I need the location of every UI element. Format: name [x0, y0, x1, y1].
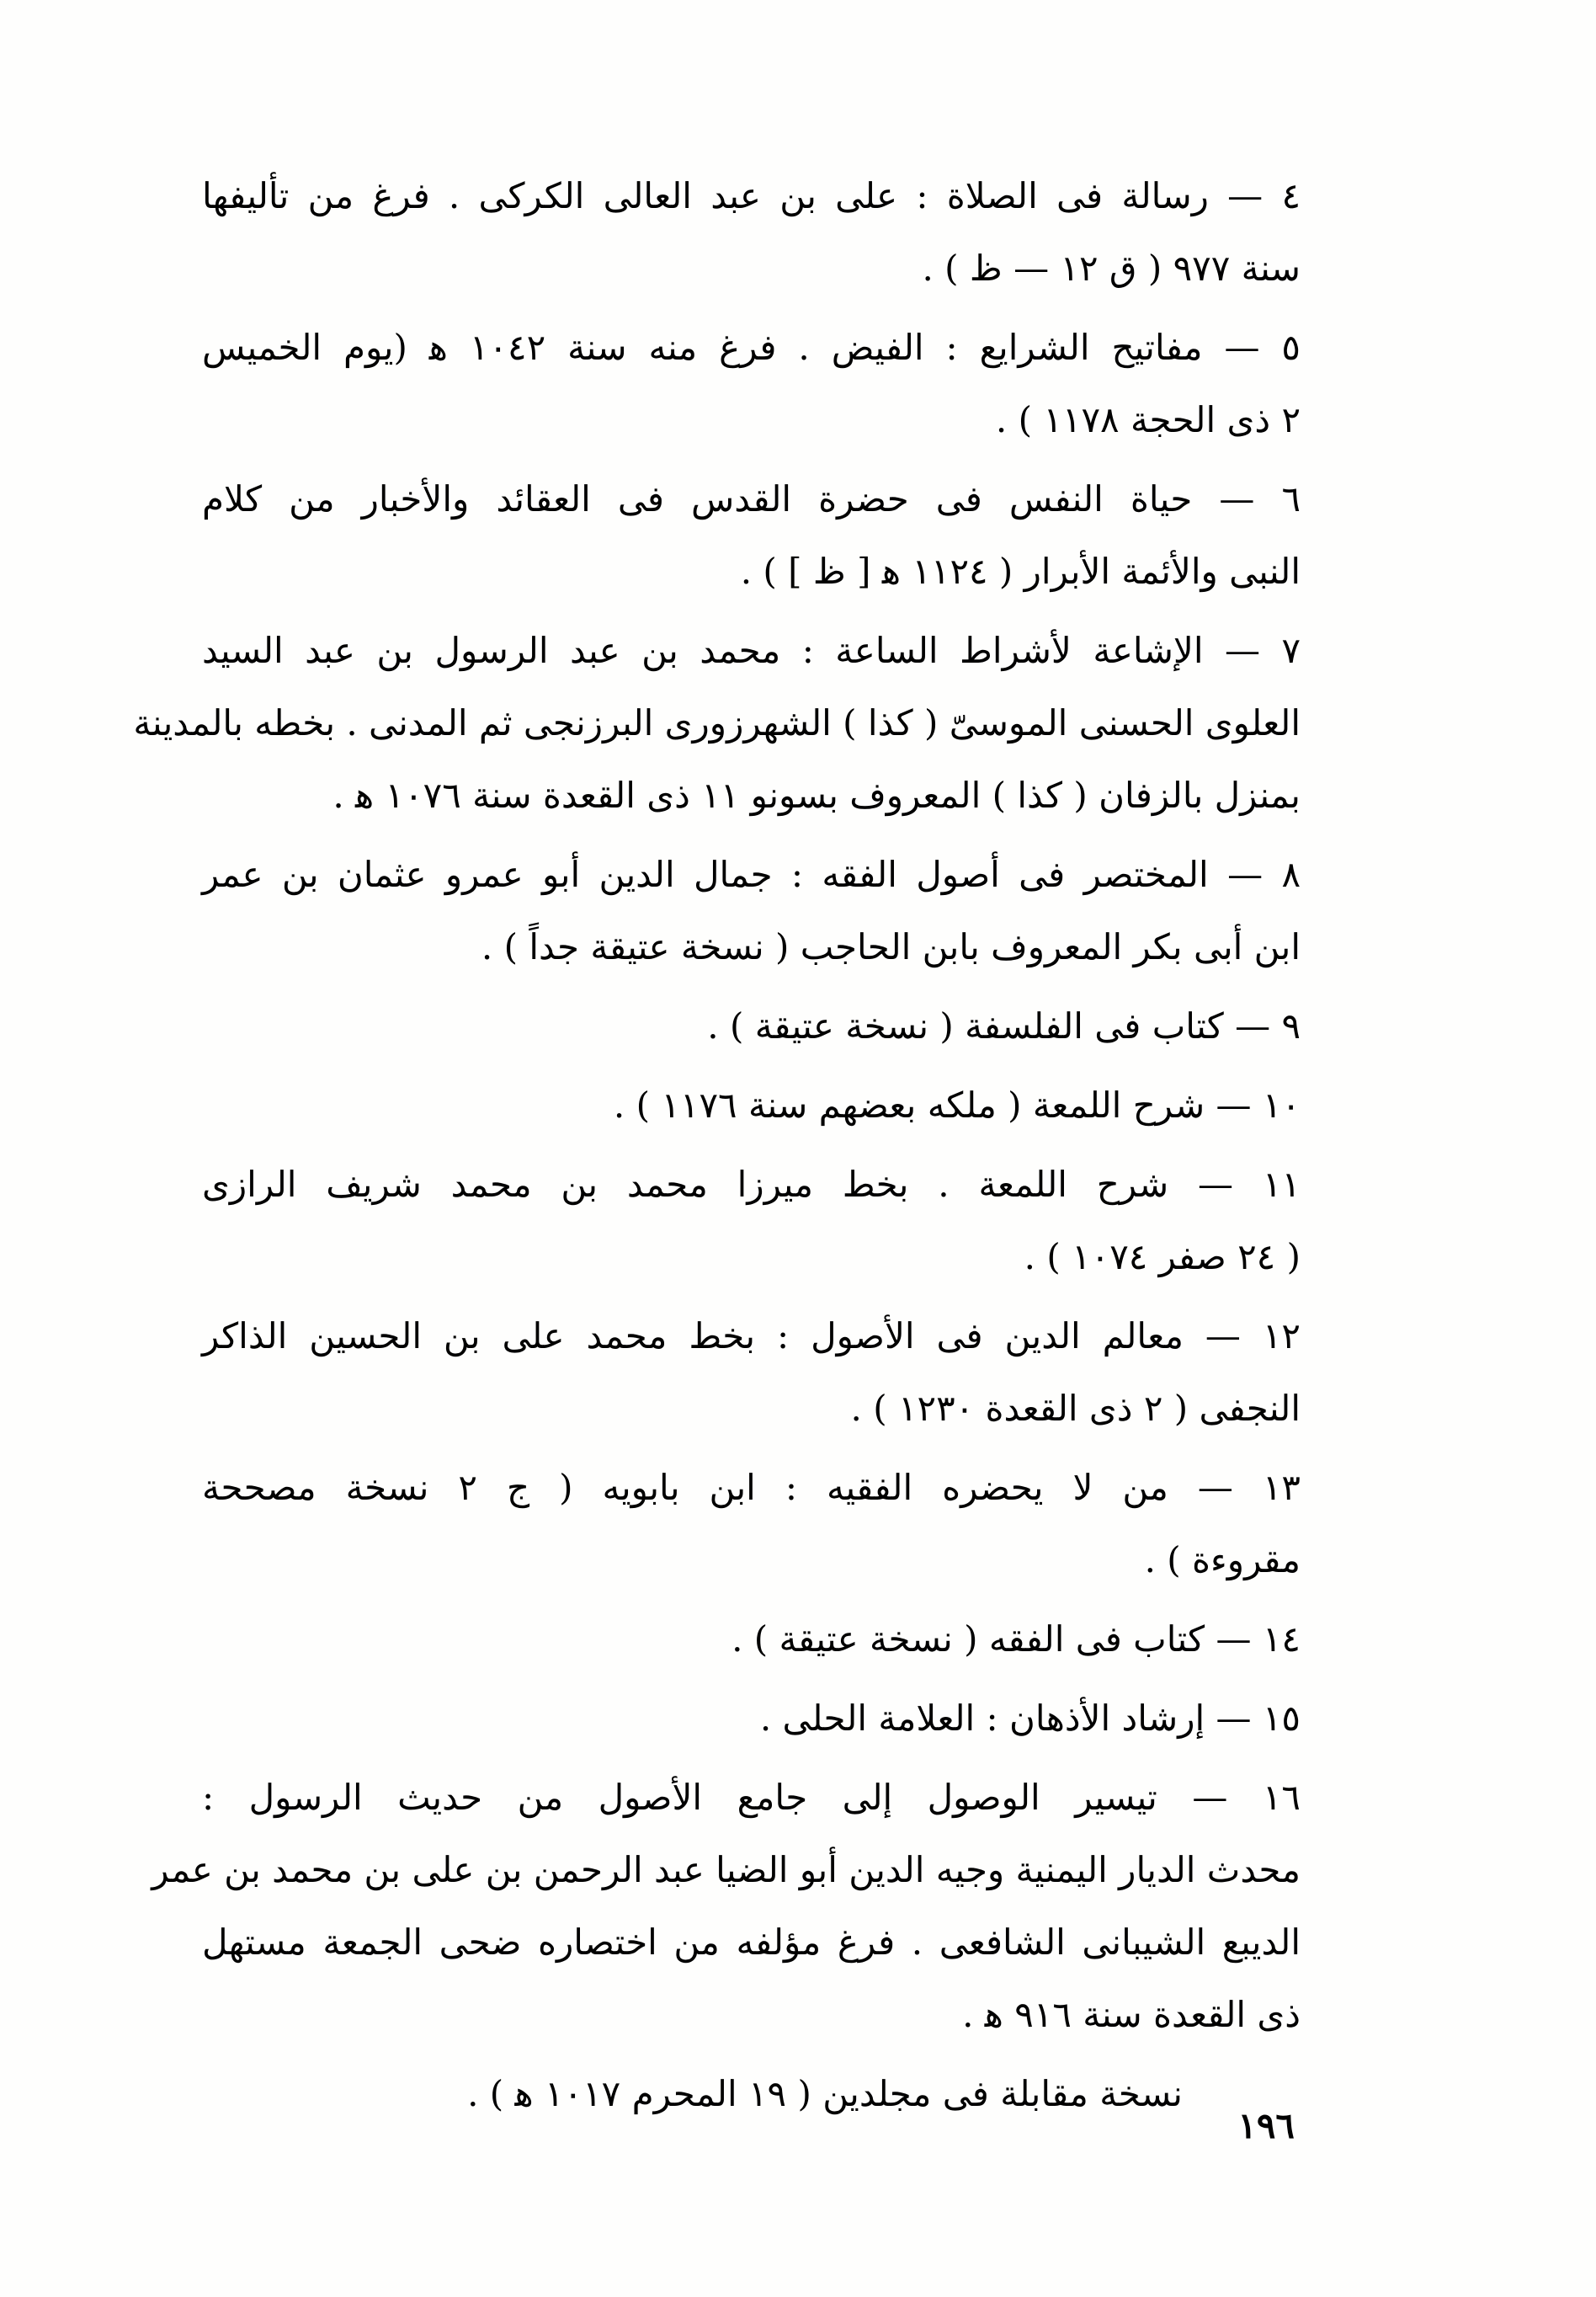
entry-16 — [152, 1761, 1301, 2051]
copy-note — [202, 2058, 1301, 2130]
entry-line: ٧ — الإشاعة لأشراط الساعة : محمد بن عبد الرسول بن عبد السيد — [202, 630, 1301, 671]
entry-line: ١٥ — إرشاد الأذهان : العلامة الحلى . — [759, 1697, 1301, 1739]
entry-line: ١٢ — معالم الدين فى الأصول : بخط محمد على بن الحسين الذاكر — [202, 1315, 1301, 1356]
entry-14 — [202, 1603, 1301, 1676]
entry-11 — [202, 1148, 1301, 1293]
entry-line: مقروءة ) . — [1144, 1539, 1301, 1580]
entry-15 — [202, 1682, 1301, 1755]
entry-line: ( ٢٤ صفر ١٠٧٤ ) . — [1024, 1236, 1301, 1277]
entry-7 — [133, 615, 1301, 832]
entry-line: ٨ — المختصر فى أصول الفقه : جمال الدين أبو عمرو عثمان بن عمر — [202, 854, 1301, 895]
entry-line: ٦ — حياة النفس فى حضرة القدس فى العقائد والأخبار من كلام — [202, 478, 1301, 520]
entry-4 — [202, 160, 1301, 305]
entry-line: بمنزل بالزفان ( كذا ) المعروف بسونو ١١ ذى القعدة سنة ١٠٧٦ ﻫ . — [332, 775, 1301, 816]
entry-line: ١٣ — من لا يحضره الفقيه : ابن بابويه ( ج ٢ نسخة مصححة — [202, 1467, 1301, 1508]
entry-12 — [202, 1300, 1301, 1445]
entry-9 — [202, 990, 1301, 1063]
entry-line: ١٠ — شرح اللمعة ( ملكه بعضهم سنة ١١٧٦ ) . — [613, 1085, 1301, 1126]
entry-line: ذى القعدة سنة ٩١٦ ﻫ . — [962, 1994, 1301, 2035]
entry-8 — [202, 839, 1301, 983]
entry-5 — [202, 312, 1301, 456]
entry-line: ابن أبى بكر المعروف بابن الحاجب ( نسخة عتيقة جداً ) . — [481, 926, 1301, 967]
entry-13 — [202, 1452, 1301, 1596]
note-line: نسخة مقابلة فى مجلدين ( ١٩ المحرم ١٠١٧ ﻫ ) . — [467, 2073, 1183, 2114]
entry-line: ١١ — شرح اللمعة . بخط ميرزا محمد بن محمد شريف الرازى — [202, 1164, 1301, 1205]
entry-line: محدث الديار اليمنية وجيه الدين أبو الضيا عبد الرحمن بن على بن محمد بن عمر — [152, 1849, 1301, 1890]
entry-6 — [202, 463, 1301, 608]
entry-line: ٩ — كتاب فى الفلسفة ( نسخة عتيقة ) . — [707, 1005, 1301, 1047]
entry-line: ٤ — رسالة فى الصلاة : على بن عبد العالى الكركى . فرغ من تأليفها — [202, 175, 1301, 216]
entry-line: العلوى الحسنى الموسىّ ( كذا ) الشهرزورى البرزنجى ثم المدنى . بخطه بالمدينة — [133, 702, 1301, 743]
entry-line: ١٤ — كتاب فى الفقه ( نسخة عتيقة ) . — [732, 1618, 1301, 1660]
entry-line: النجفى ( ٢ ذى القعدة ١٢٣٠ ) . — [850, 1388, 1301, 1429]
entry-line: ١٦ — تيسير الوصول إلى جامع الأصول من حديث الرسول : — [202, 1777, 1301, 1818]
entry-10 — [202, 1069, 1301, 1142]
entry-line: ٢ ذى الحجة ١١٧٨ ) . — [995, 399, 1301, 440]
entry-line: الديبع الشيبانى الشافعى . فرغ مؤلفه من اختصاره ضحى الجمعة مستهل — [202, 1921, 1301, 1963]
entry-line: سنة ٩٧٧ ( ق ١٢ — ظ ) . — [922, 248, 1301, 289]
text-block — [133, 160, 1301, 2137]
entry-line: ٥ — مفاتيح الشرايع : الفيض . فرغ منه سنة ١٠٤٢ ﻫ (يوم الخميس — [202, 327, 1301, 368]
entry-line: النبى والأئمة الأبرار ( ١١٢٤ ﻫ [ ظ ] ) . — [740, 551, 1301, 592]
page-number: ١٩٦ — [1237, 2105, 1295, 2146]
